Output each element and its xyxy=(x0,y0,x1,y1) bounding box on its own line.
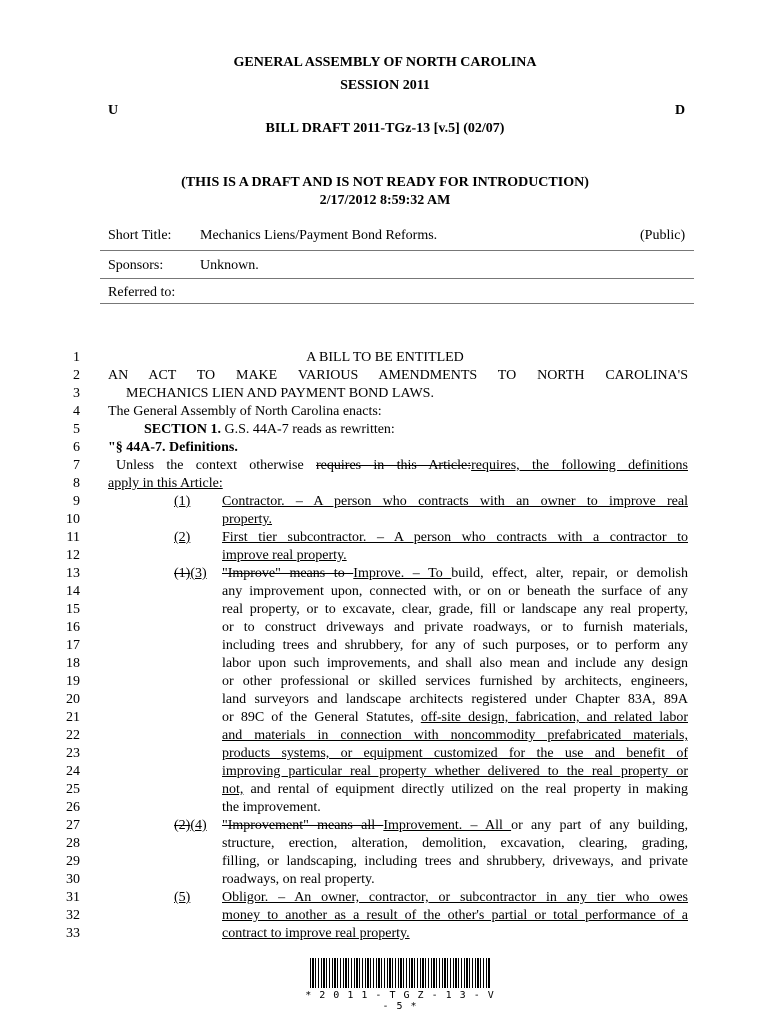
body-line: or to construct driveways and private roadways, or to furnish materials, xyxy=(222,620,688,635)
body-line: structure, erection, alteration, demolition, excavation, clearing, grading, xyxy=(222,836,688,851)
line-number: 22 xyxy=(66,728,80,743)
text-run: build, effect, alter, repair, or demolish xyxy=(451,566,689,581)
inserted-text: contract to improve real property. xyxy=(222,926,410,941)
inserted-text: not, xyxy=(222,782,244,797)
inserted-text: Contractor. – A person who contracts with an owner to improve real xyxy=(222,494,688,509)
short-title-type: (Public) xyxy=(640,228,686,243)
act-title-cont: MECHANICS LIEN AND PAYMENT BOND LAWS. xyxy=(126,386,434,401)
inserted-text: Improve. – To xyxy=(353,566,452,581)
bill-heading: A BILL TO BE ENTITLED xyxy=(306,350,464,365)
body-line: including trees and shrubbery, for any of such purposes, or to perform any xyxy=(222,638,688,653)
sponsors-value: Unknown. xyxy=(200,258,259,273)
definition-number xyxy=(174,565,207,583)
line-number: 5 xyxy=(73,422,80,437)
line-number: 11 xyxy=(66,530,80,545)
struck-text: (1) xyxy=(174,566,191,581)
line-number: 12 xyxy=(66,548,80,563)
body-line: land surveyors and landscape architects registered under Chapter 83A, 89A xyxy=(222,692,688,707)
short-title-value: Mechanics Liens/Payment Bond Reforms. xyxy=(200,228,438,243)
body-line: filling, or landscaping, including trees and shrubbery, driveways, and private xyxy=(222,854,688,869)
line-number: 18 xyxy=(66,656,80,671)
inserted-text: improving particular real property whether delivered to the real property or xyxy=(222,764,688,779)
line-number: 4 xyxy=(73,404,80,419)
line-number: 33 xyxy=(66,926,80,941)
line-number: 30 xyxy=(66,872,80,887)
line-number: 17 xyxy=(66,638,80,653)
struck-text: requires in this Article: xyxy=(316,458,472,473)
inserted-text: products systems, or equipment customized for the use and benefit of xyxy=(222,746,688,761)
line-number: 7 xyxy=(73,458,80,473)
line-number: 29 xyxy=(66,854,80,869)
line-number: 1 xyxy=(73,350,80,365)
line-number: 26 xyxy=(66,800,80,815)
inserted-text: requires, the following definitions xyxy=(471,458,688,473)
line-number: 28 xyxy=(66,836,80,851)
line-number: 27 xyxy=(66,818,80,833)
line-number: 13 xyxy=(66,566,80,581)
right-mark: D xyxy=(675,103,686,118)
line-number: 19 xyxy=(66,674,80,689)
barcode xyxy=(310,958,490,988)
line-number: 15 xyxy=(66,602,80,617)
body-line xyxy=(116,457,688,475)
struck-text: "Improvement" means all xyxy=(222,818,384,833)
inserted-text: Improvement. – All xyxy=(383,818,512,833)
statute-heading: "§ 44A-7. Definitions. xyxy=(108,440,238,455)
definition-number: (1) xyxy=(174,494,191,509)
inserted-text: (4) xyxy=(190,818,207,833)
line-number: 31 xyxy=(66,890,80,905)
line-number: 2 xyxy=(73,368,80,383)
section-heading xyxy=(144,421,395,439)
line-number: 8 xyxy=(73,476,80,491)
body-line xyxy=(222,817,688,835)
divider xyxy=(100,303,694,304)
line-number: 3 xyxy=(73,386,80,401)
text-run: or any part of any building, xyxy=(511,818,689,833)
body-line: roadways, on real property. xyxy=(222,872,375,887)
text-run: Unless the context otherwise xyxy=(116,458,317,473)
body-line: the improvement. xyxy=(222,800,321,815)
body-line: any improvement upon, connected with, or on or beneath the surface of any xyxy=(222,584,688,599)
line-number: 14 xyxy=(66,584,80,599)
enacting-clause: The General Assembly of North Carolina enacts: xyxy=(108,404,382,419)
referred-label: Referred to: xyxy=(108,285,176,300)
line-number: 23 xyxy=(66,746,80,761)
inserted-text: and materials in connection with noncommodity prefabricated materials, xyxy=(222,728,688,743)
body-line: real property, or to excavate, clear, grade, fill or landscape any real property, xyxy=(222,602,688,617)
assembly-title: GENERAL ASSEMBLY OF NORTH CAROLINA xyxy=(233,55,537,70)
left-mark: U xyxy=(108,103,119,118)
draft-timestamp: 2/17/2012 8:59:32 AM xyxy=(319,193,451,208)
body-line: or other professional or skilled services furnished by architects, engineers, xyxy=(222,674,688,689)
section-label: SECTION 1. xyxy=(144,422,222,437)
body-line xyxy=(222,709,688,727)
divider xyxy=(100,250,694,251)
body-line xyxy=(222,781,688,799)
inserted-text: apply in this Article: xyxy=(108,476,223,491)
body-line xyxy=(222,565,688,583)
text-run: or 89C of the General Statutes, xyxy=(222,710,421,725)
inserted-text: (3) xyxy=(190,566,207,581)
inserted-text: improve real property. xyxy=(222,548,347,563)
draft-title: BILL DRAFT 2011-TGz-13 [v.5] (02/07) xyxy=(265,121,505,136)
inserted-text: First tier subcontractor. – A person who contracts with a contractor to xyxy=(222,530,688,545)
body-line: labor upon such improvements, and shall also mean and include any design xyxy=(222,656,688,671)
short-title-label: Short Title: xyxy=(108,228,172,243)
barcode-text: * 2 0 1 1 - T G Z - 1 3 - V - 5 * xyxy=(305,990,495,1012)
line-number: 21 xyxy=(66,710,80,725)
divider xyxy=(100,278,694,279)
definition-number: (5) xyxy=(174,890,191,905)
act-title: AN ACT TO MAKE VARIOUS AMENDMENTS TO NORTH CAROLINA'S xyxy=(108,368,688,383)
section-text: G.S. 44A-7 reads as rewritten: xyxy=(221,422,395,437)
line-number: 20 xyxy=(66,692,80,707)
inserted-text: money to another as a result of the other's partial or total performance of a xyxy=(222,908,688,923)
definition-number: (2) xyxy=(174,530,191,545)
line-number: 24 xyxy=(66,764,80,779)
inserted-text: property. xyxy=(222,512,273,527)
draft-notice: (THIS IS A DRAFT AND IS NOT READY FOR INTRODUCTION) xyxy=(181,175,589,190)
line-number: 10 xyxy=(66,512,80,527)
line-number: 16 xyxy=(66,620,80,635)
text-run: and rental of equipment directly utilized on the real property in making xyxy=(243,782,688,797)
inserted-text: off-site design, fabrication, and related labor xyxy=(420,710,688,725)
session-title: SESSION 2011 xyxy=(340,78,430,93)
line-number: 6 xyxy=(73,440,80,455)
struck-text: (2) xyxy=(174,818,191,833)
sponsors-label: Sponsors: xyxy=(108,258,164,273)
struck-text: "Improve" means to xyxy=(222,566,354,581)
line-number: 32 xyxy=(66,908,80,923)
line-number: 25 xyxy=(66,782,80,797)
definition-number xyxy=(174,817,207,835)
inserted-text: Obligor. – An owner, contractor, or subcontractor in any tier who owes xyxy=(222,890,688,905)
line-number: 9 xyxy=(73,494,80,509)
